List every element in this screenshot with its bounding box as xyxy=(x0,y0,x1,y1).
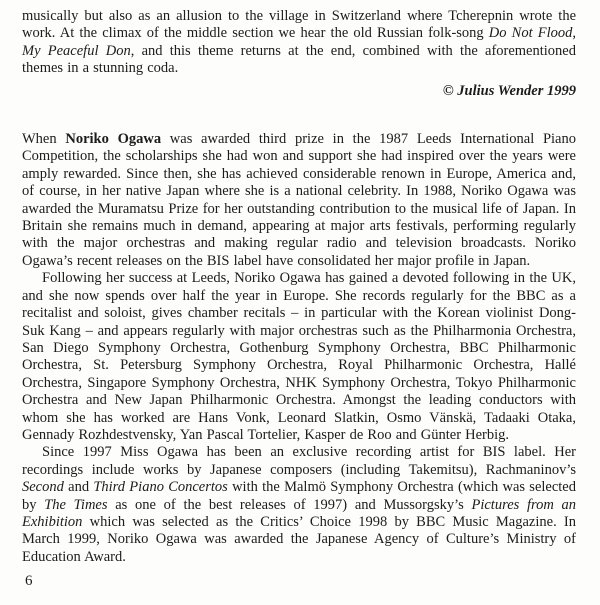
italic-text-segment: Do Not Flood, My Peaceful Don xyxy=(22,25,576,59)
page-number: 6 xyxy=(25,573,33,589)
text-segment: and xyxy=(63,479,94,496)
paragraph-ogawa-biography-2 xyxy=(22,270,576,444)
text-segment: which was selected as the Critics’ Choice 1998 by BBC Music Magazine. In March 1999, Noriko Ogawa was awarded the Japanese Agency of Culture’s Ministry of Education Award. xyxy=(22,513,576,565)
author-credit: © Julius Wender 1999 xyxy=(442,82,576,99)
paragraph-tcherepnin-conclusion xyxy=(22,8,576,78)
italic-text-segment: The Times xyxy=(44,496,108,513)
paragraph-ogawa-biography-1 xyxy=(22,131,576,270)
text-segment: , and this theme returns at the end, combined with the aforementioned themes in a stunning coda. xyxy=(22,42,576,77)
italic-text-segment: Third Piano Concertos xyxy=(93,479,228,496)
italic-text-segment: Second xyxy=(22,479,64,496)
text-segment: as one of the best releases of 1997) and Mussorgsky’s xyxy=(107,496,472,513)
text-segment: Following her success at Leeds, Noriko Ogawa has gained a devoted following in the UK, and she now spends over half the year in Europe. She records regularly for the BBC as a recitalist and soloist, gives chamber recitals – in particular with the Korean violinist Dong-Suk Kang – and appears regularly with major orchestras such as the Philharmonia Orchestra, San Diego Symphony Orchestra, Gothenburg Symphony Orchestra, BBC Philharmonic Orchestra, St. Petersburg Symphony Orchestra, Royal Philharmonic Orchestra, Hallé Orchestra, Singapore Symphony Orchestra, NHK Symphony Orchestra, Tokyo Philharmonic Orchestra and New Japan Philharmonic Orchestra. Amongst the leading conductors with whom she has worked are Hans Vonk, Leonard Slatkin, Osmo Vänskä, Tadaaki Otaka, Gennady Rozhdestvensky, Yan Pascal Tortelier, Kasper de Roo and Günter Herbig. xyxy=(22,270,576,443)
bold-text-segment: Noriko Ogawa xyxy=(65,131,162,148)
italic-text-segment: Pictures from an Exhibition xyxy=(22,496,577,530)
paragraph-ogawa-biography-3 xyxy=(22,444,576,566)
text-segment: When xyxy=(22,131,66,148)
text-segment: Since 1997 Miss Ogawa has been an exclusive recording artist for BIS label. Her recordings include works by Japanese composers (including Takemitsu), Rachmaninov’s xyxy=(22,444,576,478)
text-segment: was awarded third prize in the 1987 Leeds International Piano Competition, the scholarships she had won and support she had inspired over the years were amply rewarded. Since then, she has achieved considerable renown in Europe, America and, of course, in her native Japan where she is a national celebrity. In 1988, Noriko Ogawa was awarded the Muramatsu Prize for her outstanding contribution to the musical life of Japan. In Britain she remains much in demand, appearing at major arts festivals, performing regularly with the major orchestras and making regular radio and television broadcasts. Noriko Ogawa’s recent releases on the BIS label have consolidated her major profile in Japan. xyxy=(22,131,576,269)
text-segment: musically but also as an allusion to the village in Switzerland where Tcherepnin wrote the work. At the climax of the middle section we hear the old Russian folk-song xyxy=(22,8,576,42)
text-segment: with the Malmö Symphony Orchestra (which was selected by xyxy=(22,479,576,513)
